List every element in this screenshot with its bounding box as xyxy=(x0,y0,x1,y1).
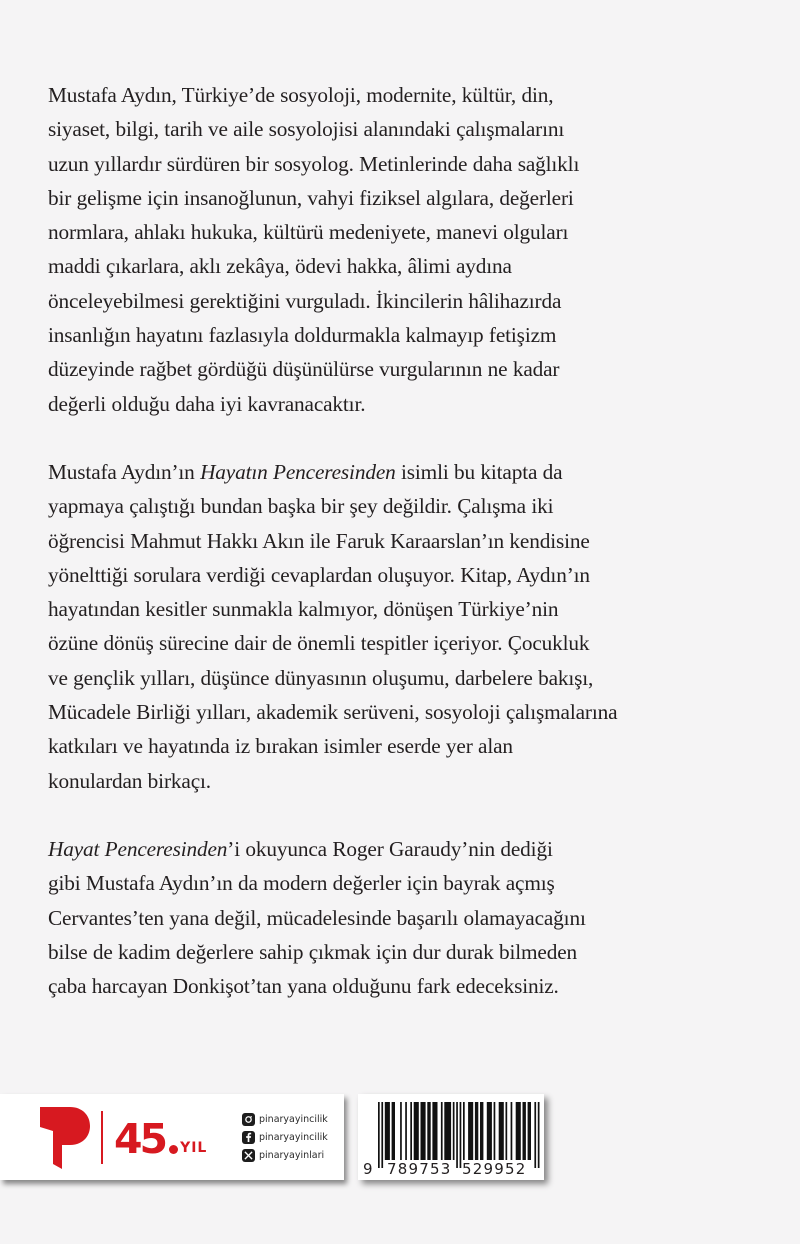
barcode-digits-left: 789753 xyxy=(387,1160,452,1178)
social-facebook[interactable] xyxy=(242,1128,328,1146)
text-line xyxy=(48,78,688,112)
text-line xyxy=(48,489,688,523)
text-line xyxy=(48,729,688,763)
barcode-bar xyxy=(523,1102,526,1160)
text-run: değerli olduğu daha iyi kavranacaktır. xyxy=(48,391,366,416)
barcode-bar xyxy=(427,1102,430,1160)
text-line xyxy=(48,455,688,489)
barcode-bar xyxy=(480,1102,483,1160)
text-run: Cervantes’ten yana değil, mücadelesinde başarılı olamayacağını xyxy=(48,905,586,930)
text-line xyxy=(48,249,688,283)
text-run: maddi çıkarlara, aklı zekâya, ödevi hakka, âlimi aydına xyxy=(48,254,512,279)
barcode-bar xyxy=(400,1102,402,1160)
text-run: düzeyinde rağbet gördüğü düşünülürse vurgularının ne kadar xyxy=(48,357,560,382)
text-line xyxy=(48,558,688,592)
text-run: uzun yıllardır sürdüren bir sosyolog. Metinlerinde daha sağlıklı xyxy=(48,151,580,176)
barcode-digit-first: 9 xyxy=(363,1160,373,1178)
text-run: hayatından kesitler sunmakla kalmıyor, dönüşen Türkiye’nin xyxy=(48,597,559,622)
barcode-bar xyxy=(487,1102,492,1160)
social-handle: pinaryayincilik xyxy=(259,1131,328,1143)
text-run: önceleyebilmesi gerektiğini vurguladı. İkincilerin hâlihazırda xyxy=(48,288,562,313)
barcode-bar xyxy=(463,1102,465,1160)
text-line xyxy=(48,112,688,146)
text-line xyxy=(48,764,688,798)
social-links xyxy=(242,1110,328,1164)
text-run: yönelttiği sorulara verdiği cevaplardan oluşuyor. Kitap, Aydın’ın xyxy=(48,562,590,587)
text-run: çaba harcayan Donkişot’tan yana olduğunu fark edeceksiniz. xyxy=(48,974,559,999)
text-line xyxy=(48,935,688,969)
barcode-bar xyxy=(506,1102,508,1160)
text-line xyxy=(48,695,688,729)
text-line xyxy=(48,147,688,181)
publisher-p-logo-icon xyxy=(40,1107,90,1169)
text-line xyxy=(48,284,688,318)
anniversary-number: 45 xyxy=(114,1115,166,1163)
text-line xyxy=(48,387,688,421)
paragraph xyxy=(48,78,688,421)
text-line xyxy=(48,901,688,935)
book-title-italic: Hayat Penceresinden xyxy=(48,836,228,861)
barcode-bar xyxy=(392,1102,395,1160)
anniversary-suffix: YIL xyxy=(180,1140,208,1156)
text-run: bilse de kadim değerlere sahip çıkmak için dur durak bilmeden xyxy=(48,939,578,964)
text-line xyxy=(48,524,688,558)
text-run: Mustafa Aydın, Türkiye’de sosyoloji, modernite, kültür, din, xyxy=(48,83,554,107)
barcode-bar xyxy=(538,1102,540,1168)
text-line xyxy=(48,626,688,660)
barcode-bar xyxy=(494,1102,496,1160)
barcode-bar xyxy=(414,1102,419,1160)
text-run: katkıları ve hayatında iz bırakan isimler eserde yer alan xyxy=(48,734,513,759)
social-instagram[interactable] xyxy=(242,1110,328,1128)
facebook-icon xyxy=(242,1131,255,1144)
x-icon xyxy=(242,1149,255,1162)
barcode-bar xyxy=(441,1102,443,1160)
barcode-bar xyxy=(378,1102,380,1168)
text-line xyxy=(48,352,688,386)
barcode-bar xyxy=(444,1102,451,1160)
book-title-italic: Hayatın Penceresinden xyxy=(200,459,396,484)
text-run: konulardan birkaçı. xyxy=(48,768,211,793)
text-run: gibi Mustafa Aydın’ın da modern değerler için bayrak açmış xyxy=(48,871,555,896)
text-run: ’i okuyunca Roger Garaudy’nin dediği xyxy=(227,836,553,861)
text-run: yapmaya çalıştığı bundan başka bir şey değildir. Çalışma iki xyxy=(48,494,554,519)
barcode-bar xyxy=(468,1102,473,1160)
text-run: özüne dönüş sürecine dair de önemli tespitler içeriyor. Çocukluk xyxy=(48,631,590,656)
text-run: insanlığın hayatını fazlasıyla doldurmakla kalmayıp fetişizm xyxy=(48,323,557,348)
anniversary-dot xyxy=(169,1145,178,1154)
barcode-bar xyxy=(475,1102,478,1160)
text-run: Mustafa Aydın’ın xyxy=(48,459,201,484)
text-line xyxy=(48,866,688,900)
barcode-bar xyxy=(511,1102,513,1160)
barcode-bar xyxy=(381,1102,383,1168)
barcode-bar xyxy=(432,1102,437,1160)
text-run: isimli bu kitapta da xyxy=(395,459,563,484)
barcode-bar xyxy=(534,1102,536,1168)
text-line xyxy=(48,181,688,215)
barcode-bar xyxy=(499,1102,504,1160)
social-handle: pinaryayincilik xyxy=(259,1113,328,1125)
barcode-bar xyxy=(405,1102,407,1160)
barcode-bar xyxy=(453,1102,455,1160)
text-run: bir gelişme için insanoğlunun, vahyi fiziksel algılara, değerleri xyxy=(48,185,574,210)
back-cover-text xyxy=(48,78,688,1037)
text-line xyxy=(48,969,688,1003)
barcode-bar xyxy=(421,1102,426,1160)
instagram-icon xyxy=(242,1113,255,1126)
text-line xyxy=(48,661,688,695)
barcode-bar xyxy=(516,1102,521,1160)
text-line xyxy=(48,832,688,866)
text-line xyxy=(48,215,688,249)
social-handle: pinaryayinlari xyxy=(259,1149,325,1161)
text-run: ve gençlik yılları, düşünce dünyasının oluşumu, darbelere bakışı, xyxy=(48,665,594,690)
barcode-bar xyxy=(528,1102,531,1160)
barcode-bar xyxy=(460,1102,462,1168)
paragraph xyxy=(48,455,688,798)
text-line xyxy=(48,592,688,626)
text-run: normlara, ahlakı hukuka, kültürü medeniyete, manevi olguları xyxy=(48,220,569,245)
barcode-bar xyxy=(456,1102,458,1168)
text-run: siyaset, bilgi, tarih ve aile sosyolojisi alanındaki çalışmalarını xyxy=(48,117,565,142)
barcode-digits-right: 529952 xyxy=(462,1160,527,1178)
text-line xyxy=(48,318,688,352)
logo-divider xyxy=(101,1111,103,1164)
social-x[interactable] xyxy=(242,1146,328,1164)
barcode-bar xyxy=(410,1102,412,1160)
paragraph xyxy=(48,832,688,1003)
barcode-bar xyxy=(385,1102,390,1160)
text-run: Mücadele Birliği yılları, akademik serüveni, sosyoloji çalışmalarına xyxy=(48,700,618,725)
text-run: öğrencisi Mahmut Hakkı Akın ile Faruk Karaarslan’ın kendisine xyxy=(48,528,590,553)
anniversary-badge xyxy=(114,1112,208,1163)
